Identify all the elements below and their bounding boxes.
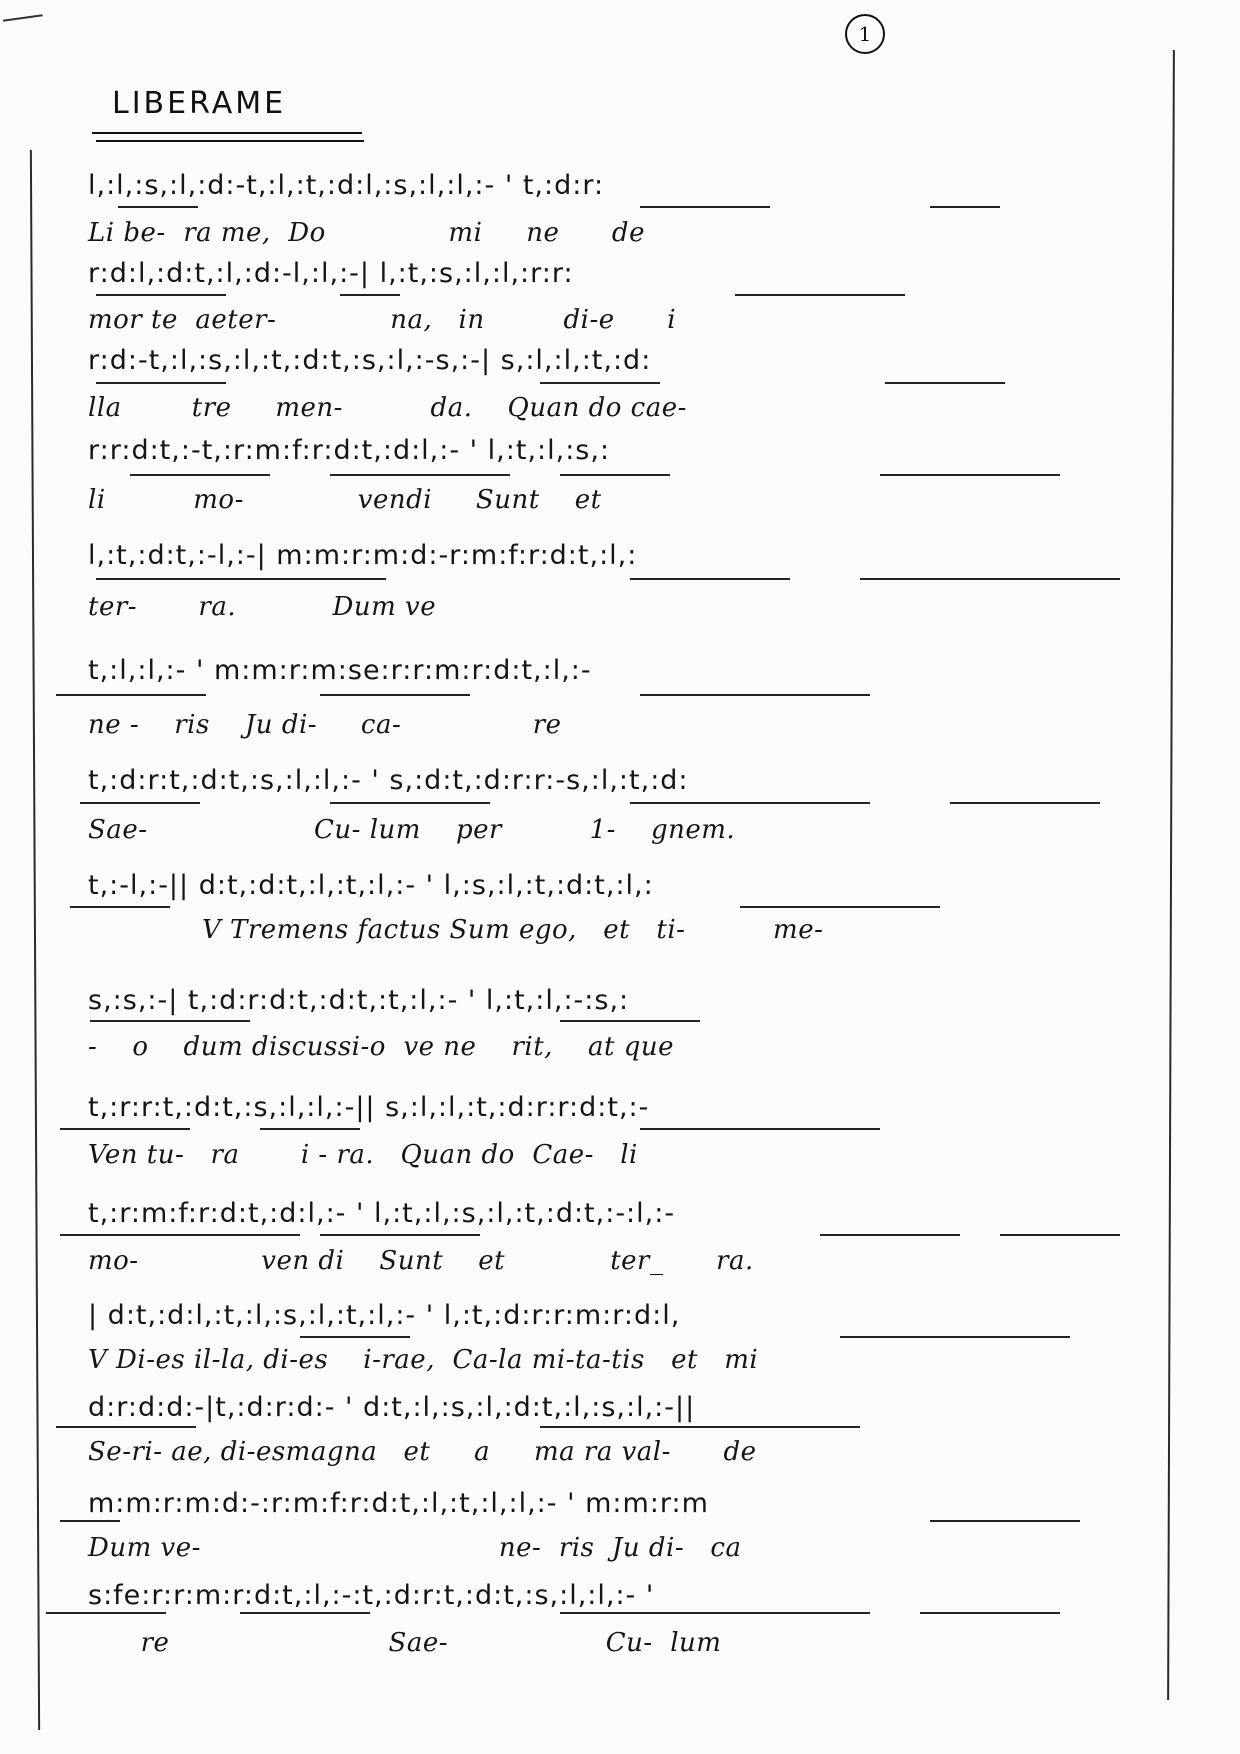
solfa-line: r:r:d:t,:-t,:r:m:f:r:d:t,:d:l,:- ' l,:t,:l,:s,: (88, 435, 611, 466)
slur-underline (840, 1336, 1070, 1338)
solfa-line: s:fe:r:r:m:r:d:t,:l,:-:t,:d:r:t,:d:t,:s,:l,:l,:- ' (88, 1580, 655, 1611)
solfa-line: l,:l,:s,:l,:d:-t,:l,:t,:d:l,:s,:l,:l,:- ' t,:d:r: (88, 170, 605, 201)
slur-underline (540, 1426, 860, 1428)
slur-underline (80, 802, 200, 804)
solfa-line: t,:r:m:f:r:d:t,:d:l,:- ' l,:t,:l,:s,:l,:t,:d:t,:-:l,:- (88, 1198, 676, 1229)
slur-underline (640, 206, 770, 208)
slur-underline (70, 906, 170, 908)
solfa-line: t,:r:r:t,:d:t,:s,:l,:l,:-|| s,:l,:l,:t,:d:r:r:d:t,:- (88, 1092, 650, 1123)
slur-underline (260, 1128, 360, 1130)
slur-underline (56, 1426, 196, 1428)
slur-underline (300, 1336, 410, 1338)
slur-underline (560, 1020, 700, 1022)
slur-underline (640, 1128, 880, 1130)
slur-underline (880, 474, 1060, 476)
slur-underline (560, 474, 670, 476)
slur-underline (885, 382, 1005, 384)
slur-underline (1000, 1234, 1120, 1236)
solfa-line: m:m:r:m:d:-:r:m:f:r:d:t,:l,:t,:l,:l,:- ' m:m:r:m (88, 1488, 709, 1519)
lyrics-line: Sae- Cu- lum per 1- gnem. (88, 815, 736, 845)
slur-underline (118, 206, 198, 208)
page-number: 1 (845, 14, 885, 54)
slur-underline (56, 694, 206, 696)
slur-underline (820, 1234, 960, 1236)
solfa-line: r:d:l,:d:t,:l,:d:-l,:l,:-| l,:t,:s,:l,:l,:r:r: (88, 258, 574, 289)
slur-underline (60, 1128, 190, 1130)
slur-underline (130, 474, 270, 476)
slur-underline (930, 1520, 1080, 1522)
slur-underline (330, 802, 490, 804)
slur-underline (920, 1612, 1060, 1614)
slur-underline (96, 382, 226, 384)
lyrics-line: lla tre men- da. Quan do cae- (88, 393, 687, 423)
lyrics-line: mor te aeter- na, in di-e i (88, 305, 677, 335)
slur-underline (340, 294, 400, 296)
slur-underline (60, 1520, 120, 1522)
slur-underline (46, 1612, 166, 1614)
title-underline (96, 140, 364, 142)
slur-underline (740, 906, 940, 908)
solfa-line: s,:s,:-| t,:d:r:d:t,:d:t,:t,:l,:- ' l,:t,:l,:-:s,: (88, 985, 630, 1016)
lyrics-line: Dum ve- ne- ris Ju di- ca (88, 1533, 742, 1563)
lyrics-line: V Di-es il-la, di-es i-rae, Ca-la mi-ta-tis et mi (88, 1345, 759, 1375)
solfa-line: | d:t,:d:l,:t,:l,:s,:l,:t,:l,:- ' l,:t,:d:r:r:m:r:d:l, (88, 1300, 681, 1331)
slur-underline (540, 382, 660, 384)
slur-underline (96, 294, 226, 296)
page-title: LIBERAME (112, 86, 287, 121)
slur-underline (630, 578, 790, 580)
title-underline (92, 132, 362, 134)
slur-underline (240, 1612, 370, 1614)
lyrics-line: re Sae- Cu- lum (88, 1628, 722, 1658)
lyrics-line: li mo- vendi Sunt et (88, 485, 602, 515)
solfa-line: t,:-l,:-|| d:t,:d:t,:l,:t,:l,:- ' l,:s,:l,:t,:d:t,:l,: (88, 870, 654, 901)
slur-underline (560, 1612, 870, 1614)
slur-underline (930, 206, 1000, 208)
slur-underline (630, 802, 870, 804)
slur-underline (860, 578, 1120, 580)
slur-underline (735, 294, 905, 296)
left-margin-line (30, 150, 40, 1730)
slur-underline (90, 1020, 250, 1022)
slur-underline (96, 578, 386, 580)
slur-underline (950, 802, 1100, 804)
solfa-line: t,:l,:l,:- ' m:m:r:m:se:r:r:m:r:d:t,:l,:- (88, 655, 592, 686)
lyrics-line: ter- ra. Dum ve (88, 592, 437, 622)
solfa-line: l,:t,:d:t,:-l,:-| m:m:r:m:d:-r:m:f:r:d:t,:l,: (88, 540, 638, 571)
lyrics-line: mo- ven di Sunt et ter_ ra. (88, 1246, 754, 1276)
slur-underline (640, 694, 870, 696)
lyrics-line: V Tremens factus Sum ego, et ti- me- (88, 915, 824, 945)
slur-underline (330, 474, 510, 476)
right-margin-line (1167, 50, 1175, 1700)
corner-mark (0, 0, 43, 22)
solfa-line: r:d:-t,:l,:s,:l,:t,:d:t,:s,:l,:-s,:-| s,:l,:l,:t,:d: (88, 345, 652, 376)
slur-underline (320, 694, 470, 696)
slur-underline (320, 1234, 480, 1236)
solfa-line: d:r:d:d:-|t,:d:r:d:- ' d:t,:l,:s,:l,:d:t,:l,:s,:l,:-|| (88, 1392, 696, 1423)
lyrics-line: Se-ri- ae, di-esmagna et a ma ra val- de (88, 1437, 757, 1467)
slur-underline (60, 1234, 300, 1236)
lyrics-line: Ven tu- ra i - ra. Quan do Cae- li (88, 1140, 638, 1170)
solfa-line: t,:d:r:t,:d:t,:s,:l,:l,:- ' s,:d:t,:d:r:r:-s,:l,:t,:d: (88, 765, 689, 796)
lyrics-line: ne - ris Ju di- ca- re (88, 710, 562, 740)
lyrics-line: - o dum discussi-o ve ne rit, at que (88, 1032, 674, 1062)
lyrics-line: Li be- ra me, Do mi ne de (88, 218, 645, 248)
